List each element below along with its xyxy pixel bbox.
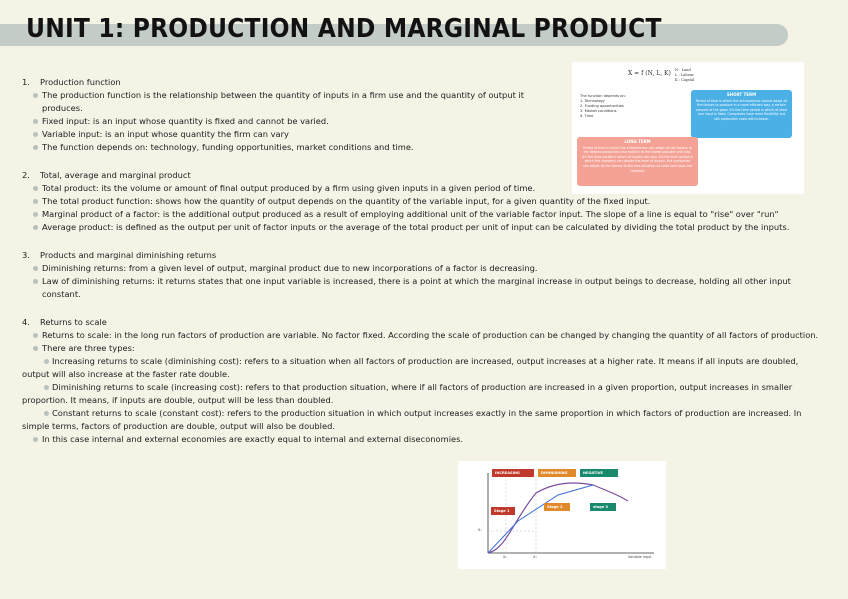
section-heading: Total, average and marginal product [40,170,191,180]
short-term-text: Period of time in which the entrepreneur cannot adapt all the factors to produce in a more efficient way. a certain amount of the good. It's the time period in which at least one input is fixed. Companies have more flexibility but still production costs will increase. [695,98,788,121]
returns-line [488,485,593,553]
returns-stages-figure [458,461,666,569]
bullet: Fixed input: is an input whose quantity is fixed and cannot be varied. [22,115,567,128]
increasing-returns-label: INCREASING RETURNS [492,469,534,477]
section-number: 4. [22,317,30,327]
bullet: Law of diminishing returns: it returns states that one input variable is increased, there is a point at which the marginal increase in output beings to decrease, holding all other input constant. [22,275,827,301]
section-heading: Returns to scale [40,317,107,327]
section-production-function [22,76,567,154]
bullet: The total product function: shows how the quantity of output depends on the quantity of the variable input, for a given quantity of the fixed input. [22,195,827,208]
y-tick-label: X₁ [478,528,482,532]
page-title: UNIT 1: PRODUCTION AND MARGINAL PRODUCT [26,14,662,44]
depends-item: 2. Funding opportunities [580,104,624,108]
production-formula: X = f (N, L, K) [628,70,671,77]
long-term-text: Period of time in which the entrepreneur can adapt all the factors to the desired production and make it at the lowest possible unit cost. It's the time period in which all inputs can vary. It's the time period in which the company can decide the level of output, but companies can adjust all the factors to the new situation so costs and costs are constant. [582,145,693,173]
legend-item: N : Land [675,68,691,72]
bullet: Average product: is defined as the output per unit of factor inputs or the average of the total product per unit of input can be calculated by dividing the total product by the inputs. [22,221,827,234]
depends-item: 3. Market conditions [580,109,617,113]
bullet: Returns to scale: in the long run factors of production are variable. No factor fixed. According the scale of production can be changed by changing the quantity of all factors of production. [22,329,827,342]
section-number: 1. [22,77,30,87]
long-term-title: LONG TERM [624,139,651,144]
bullet: There are three types: [22,342,827,355]
legend-item: K : Capital [675,78,695,82]
section-heading: Production function [40,77,121,87]
stage-2-box: Stage 2 [544,503,570,511]
depends-item: 1. Technology [580,99,605,103]
total-product-curve [488,483,628,553]
long-term-box [577,137,698,186]
x-axis-label: Variable Input [628,555,652,559]
section-diminishing-returns [22,249,827,301]
bullet: In this case internal and external economies are exactly equal to internal and external diseconomies. [22,433,827,446]
x-tick-label: X₁ [533,555,537,559]
diminishing-returns-label: DIMINISHING RETURNS [538,469,576,477]
bullet: Diminishing returns: from a given level of output, marginal product due to new incorporations of a factor is decreasing. [22,262,827,275]
section-heading: Products and marginal diminishing returns [40,250,217,260]
bullet: Variable input: is an input whose quantity the firm can vary [22,128,567,141]
depends-item: 4. Time [580,114,594,118]
production-function-figure [572,62,804,194]
bullet: The function depends on: technology, funding opportunities, market conditions and time. [22,141,567,154]
section-returns-to-scale [22,316,827,446]
section-number: 2. [22,170,30,180]
stage-3-box: stage 3 [590,503,616,511]
stage-1-box: Stage 1 [491,507,515,515]
bullet: The production function is the relationship between the quantity of inputs in a firm use and the quantity of output it produces. [22,89,567,115]
factor-legend [675,68,694,83]
legend-item: L : Labour [675,73,694,77]
depends-title: The function depends on: [580,94,626,98]
short-term-box [691,90,792,138]
sub-bullet: Constant returns to scale (constant cost): refers to the production situation in which output increases exactly in the same proportion in which factors of production are increased. In simple terms, factors of production are double, output will also be doubled. [22,407,827,433]
bullet: Marginal product of a factor: is the additional output produced as a result of employing additional unit of the variable factor input. The slope of a line is equal to "rise" over "run" [22,208,827,221]
sub-bullet: Diminishing returns to scale (increasing cost): refers to that production situation, where if all factors of production are increased in a given proportion, output increases in smaller proportion. It means, if inputs are double, output will be less than doubled. [22,381,827,407]
depends-list [580,94,626,119]
negative-returns-label: NEGATIVE RETURNS [580,469,618,477]
bullet: Total product: its the volume or amount of final output produced by a firm using given inputs in a given period of time. [22,182,827,195]
short-term-title: SHORT TERM [726,92,757,97]
sub-bullet: Increasing returns to scale (diminishing cost): refers to a situation when all factors of production are increased, output increases at a higher rate. It means if all inputs are doubled, output will also increase at the faster rate double. [22,355,827,381]
returns-diagram [458,461,666,569]
section-number: 3. [22,250,30,260]
x-tick-label: X₀ [503,555,507,559]
